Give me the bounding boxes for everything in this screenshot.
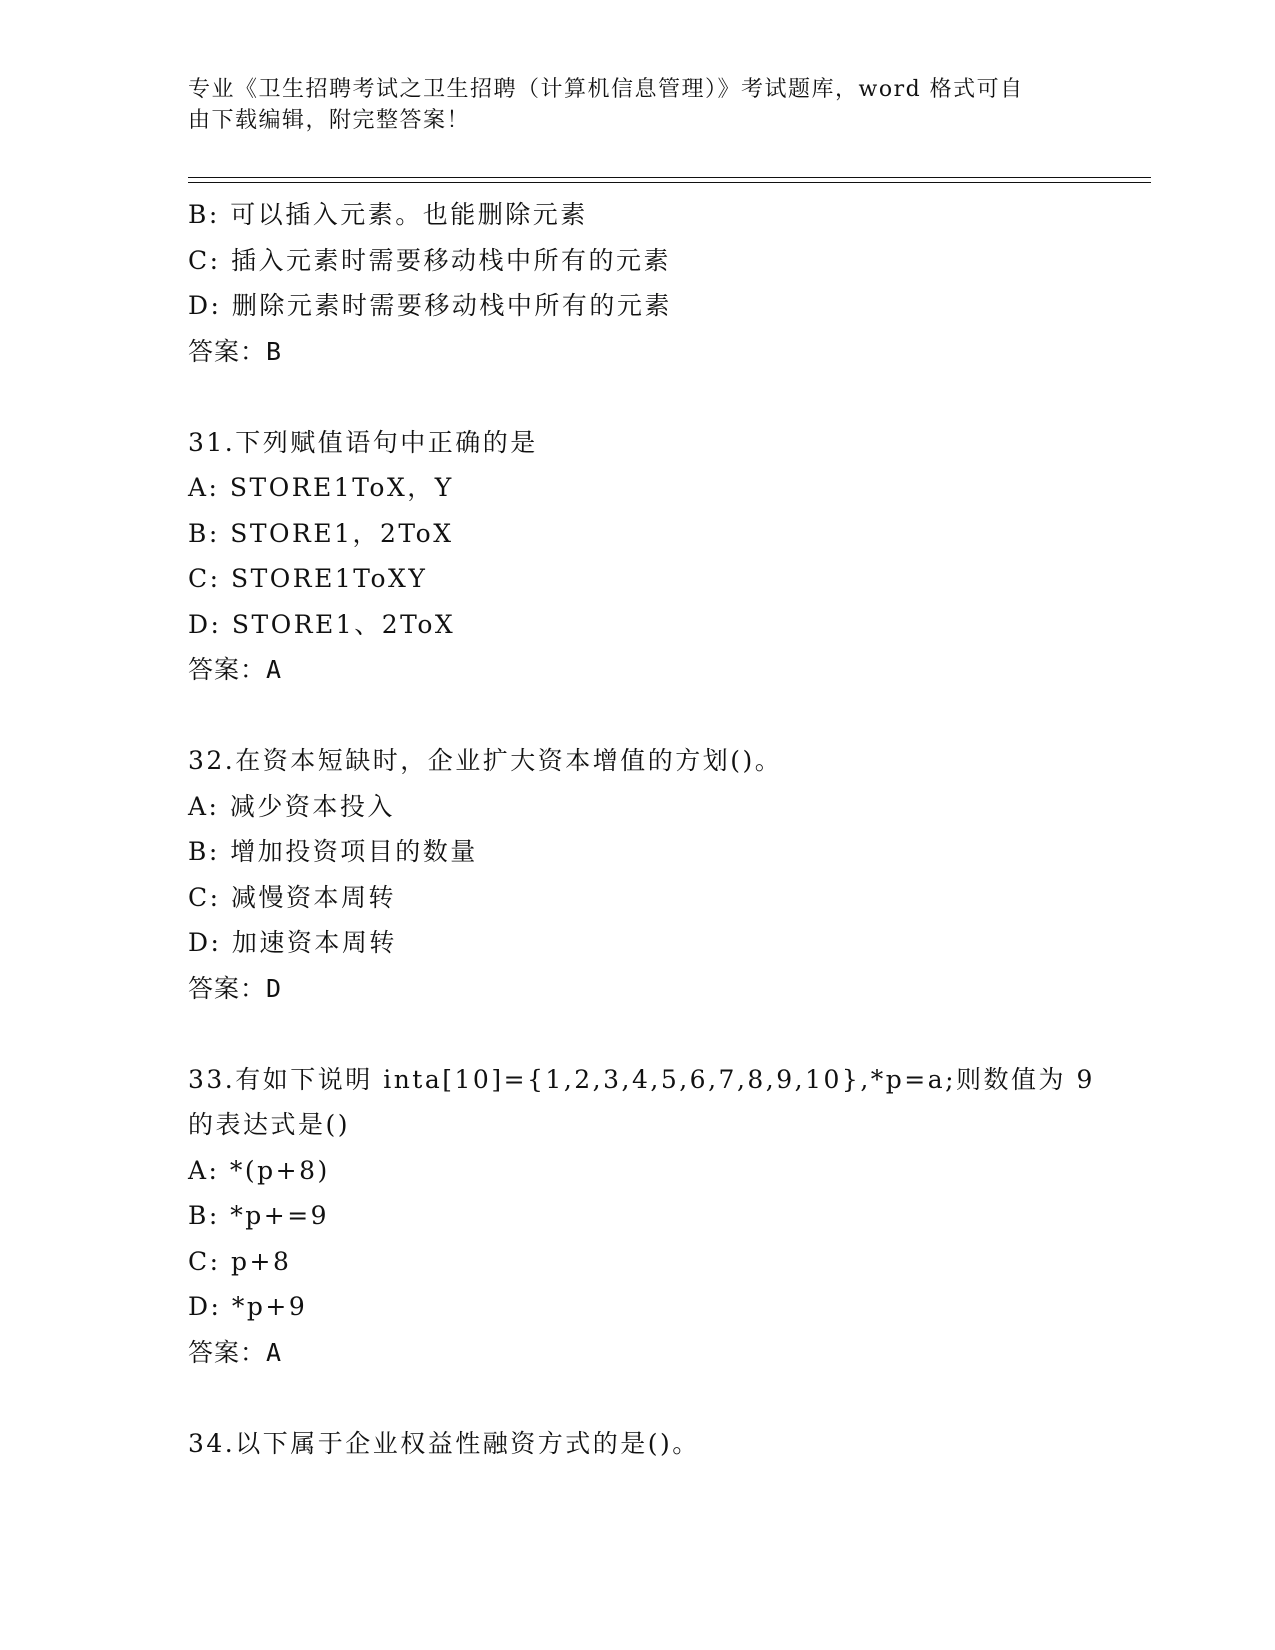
option-d: D: 加速资本周转 [188,928,397,957]
question-stem-line-1: 33.有如下说明 inta[10]={1,2,3,4,5,6,7,8,9,10},*p=a;则数值为 9 [188,1064,1095,1094]
answer-line: 答案：D [188,973,283,1003]
option-d: D: STORE1、2ToX [188,609,456,639]
header-divider-bottom [188,182,1151,183]
option-a: A: 减少资本投入 [188,791,395,821]
question-stem: 32.在资本短缺时，企业扩大资本增值的方划()。 [188,746,783,775]
option-b: B: 增加投资项目的数量 [188,837,478,866]
question-34 [188,1421,1088,1467]
question-32 [188,738,1088,1011]
question-31 [188,420,1088,693]
header-line-2: 由下载编辑，附完整答案！ [188,108,471,133]
answer-line: 答案：A [188,1337,283,1367]
answer-line: 答案：B [188,336,283,366]
option-c: C: p+8 [188,1246,292,1276]
option-b: B: STORE1，2ToX [188,518,454,548]
question-list [188,192,1095,1466]
option-a: A: *(p+8) [188,1155,330,1185]
option-d: D: *p+9 [188,1292,308,1321]
option-c: C: STORE1ToXY [188,564,428,593]
document-header [188,74,1068,136]
question-stem-line-2: 的表达式是() [188,1110,351,1139]
header-line-1: 专业《卫生招聘考试之卫生招聘（计算机信息管理）》考试题库，word 格式可自 [188,77,1024,102]
question-33 [188,1057,1095,1376]
option-a: A: STORE1ToX，Y [188,473,454,502]
question-stem: 31.下列赋值语句中正确的是 [188,427,538,457]
option-c: C: 减慢资本周转 [188,882,396,912]
option-b: B: *p+=9 [188,1201,330,1230]
option-b: B: 可以插入元素。也能删除元素 [188,200,588,229]
option-c: C: 插入元素时需要移动栈中所有的元素 [188,245,671,275]
question-30-continuation [188,192,1088,374]
option-d: D: 删除元素时需要移动栈中所有的元素 [188,291,672,320]
answer-line: 答案：A [188,655,283,684]
header-divider-top [188,177,1151,178]
question-stem: 34.以下属于企业权益性融资方式的是()。 [188,1428,700,1458]
